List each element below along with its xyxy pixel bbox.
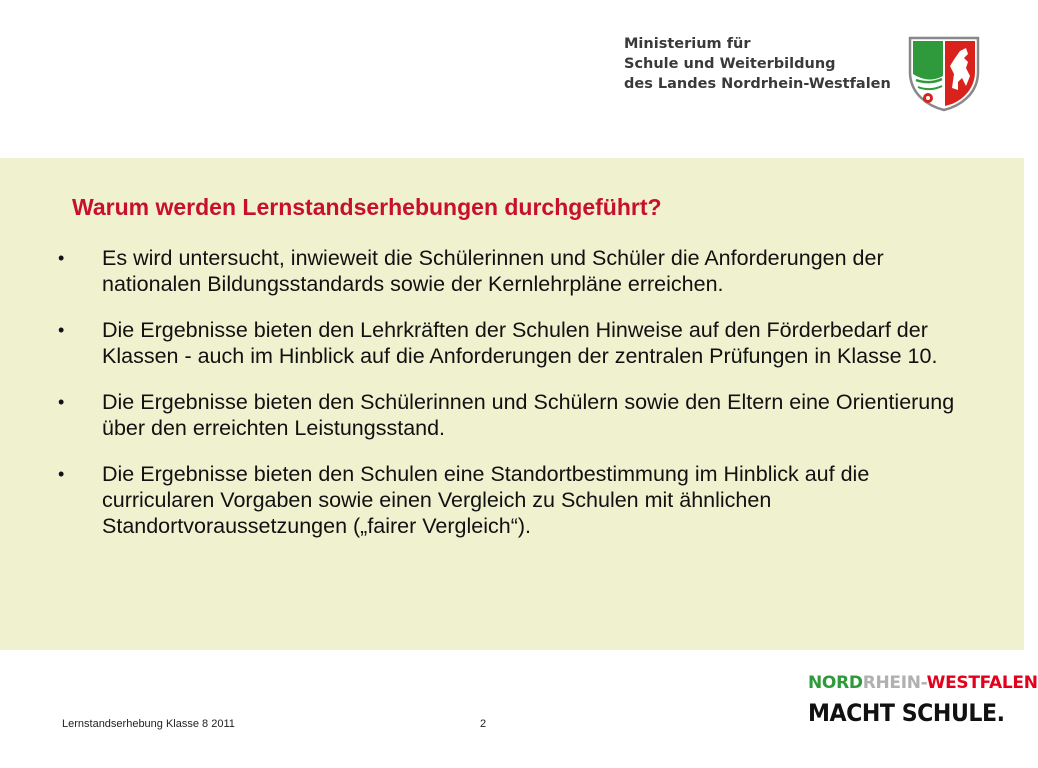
list-item [58,389,958,441]
bullet-point-icon: • [58,464,65,484]
bullet-text: Die Ergebnisse bieten den Lehrkräften der Schulen Hinweise auf den Förderbedarf der Klassen - auch im Hinblick auf die Anforderungen der zentralen Prüfungen in Klasse 10. [102,318,938,368]
brand-nord: NORD [808,673,863,693]
bullet-text: Die Ergebnisse bieten den Schulen eine Standortbestimmung im Hinblick auf die curricularen Vorgaben sowie einen Vergleich zu Schulen mit ähnlichen Standortvoraussetzungen („fairer Vergleich“). [102,462,870,538]
bullet-text: Die Ergebnisse bieten den Schülerinnen und Schülern sowie den Eltern eine Orientierung über den erreichten Leistungsstand. [102,390,955,440]
ministry-line-3: des Landes Nordrhein-Westfalen [624,76,891,92]
page-number: 2 [480,718,487,730]
bullet-list [58,245,958,559]
slide-title: Warum werden Lernstandserhebungen durchgeführt? [72,194,662,220]
list-item [58,461,958,539]
bullet-text: Es wird untersucht, inwieweit die Schülerinnen und Schüler die Anforderungen der nationalen Bildungsstandards sowie der Kernlehrpläne erreichen. [102,246,884,296]
ministry-name [624,34,891,94]
brand-line-1 [808,672,1038,694]
bullet-point-icon: • [58,248,65,268]
brand-westfalen: WESTFALEN [926,673,1038,693]
brand-rhein: RHEIN- [862,673,927,693]
bullet-point-icon: • [58,392,65,412]
footer-label: Lernstandserhebung Klasse 8 2011 [62,718,235,730]
list-item [58,317,958,369]
nrw-macht-schule-logo [808,672,1038,730]
brand-line-2: MACHT SCHULE. [808,699,1005,727]
list-item [58,245,958,297]
ministry-line-1: Ministerium für [624,36,751,52]
bullet-point-icon: • [58,320,65,340]
nrw-coat-of-arms-icon [908,36,980,112]
ministry-line-2: Schule und Weiterbildung [624,56,836,72]
